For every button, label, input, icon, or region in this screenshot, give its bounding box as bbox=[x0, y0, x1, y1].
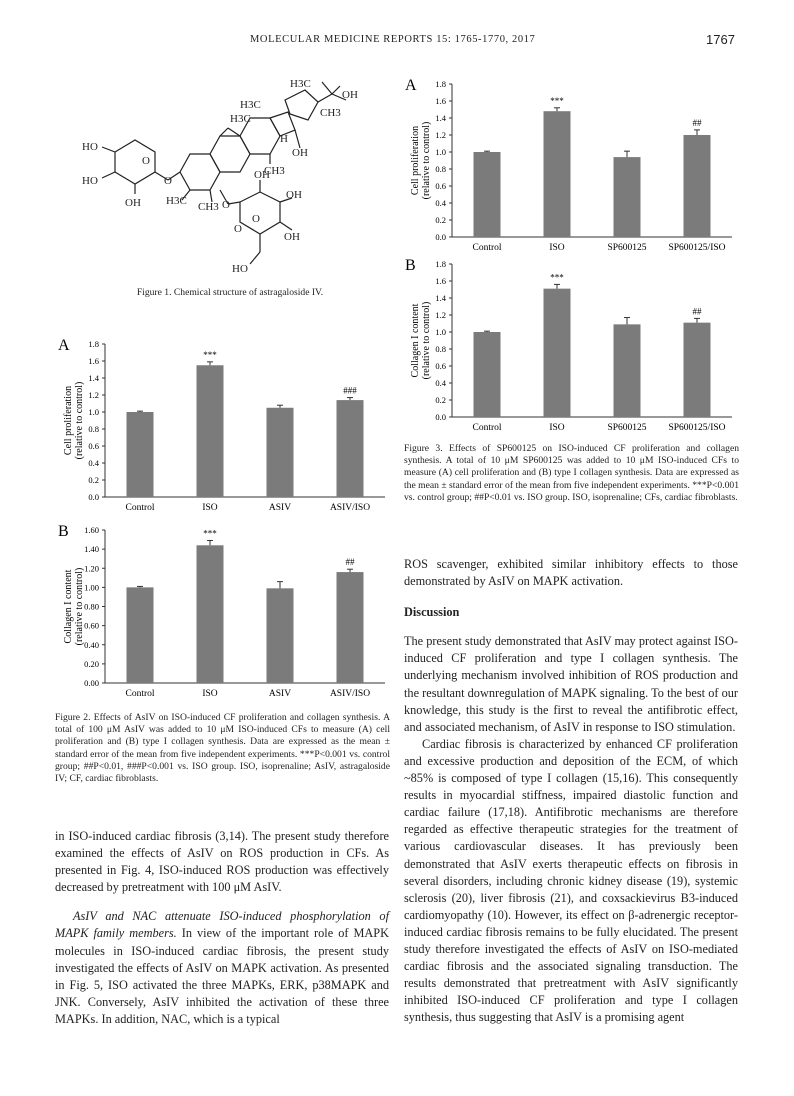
y-axis-label: Collagen I content bbox=[63, 569, 74, 644]
atom-label: H3C bbox=[166, 195, 187, 207]
bar bbox=[267, 588, 294, 683]
astragaloside-structure bbox=[80, 72, 380, 282]
atom-label: HO bbox=[82, 141, 98, 153]
y-tick-label: 0.2 bbox=[88, 475, 99, 485]
running-header: MOLECULAR MEDICINE REPORTS 15: 1765-1770, 2017 bbox=[250, 34, 536, 45]
atom-label: H bbox=[280, 133, 288, 145]
y-tick-label: 1.4 bbox=[435, 293, 446, 303]
atom-label: OH bbox=[342, 89, 358, 101]
x-tick-label: ASIV bbox=[268, 503, 292, 513]
significance-label: *** bbox=[203, 349, 217, 360]
x-tick-label: ISO bbox=[549, 423, 565, 433]
x-tick-label: ISO bbox=[202, 503, 218, 513]
figure-3-caption: Figure 3. Effects of SP600125 on ISO-induced CF proliferation and collagen synthesis. A total of 10 μM SP600125 was added to 10 μM ISO-induced CFs to measure (A) cell proliferation and (B) type I collagen synthesis. Data are expressed as the mean ± standard error of the mean from five independent experiments. ***P<0.001 vs. control group; ##P<0.01 vs. ISO group. ISO, isoprenaline; CFs, cardiac fibroblasts. bbox=[404, 443, 739, 503]
y-tick-label: 1.20 bbox=[84, 563, 99, 574]
atom-label: OH bbox=[125, 197, 141, 209]
paragraph: in ISO-induced cardiac fibrosis (3,14). The present study therefore examined the effects of AsIV on ROS production in CFs. As presented in Fig. 4, ISO-induced ROS production was effectively decreased by pretreatment with 100 μM AsIV. bbox=[55, 829, 389, 895]
y-tick-label: 0.0 bbox=[435, 232, 446, 242]
y-tick-label: 1.8 bbox=[88, 339, 99, 349]
bar bbox=[127, 587, 154, 683]
significance-label: ## bbox=[692, 306, 702, 317]
significance-label: *** bbox=[550, 95, 564, 106]
bar bbox=[197, 365, 224, 497]
right-column-text bbox=[404, 556, 738, 1026]
x-tick-label: SP600125/ISO bbox=[668, 243, 726, 253]
y-tick-label: 0.60 bbox=[84, 620, 99, 631]
y-tick-label: 0.40 bbox=[84, 639, 99, 650]
y-axis-label: (relative to control) bbox=[74, 381, 85, 460]
x-tick-label: ISO bbox=[549, 243, 565, 253]
y-axis-label: Cell proliferation bbox=[410, 125, 421, 196]
y-tick-label: 1.4 bbox=[88, 373, 99, 383]
y-tick-label: 0.0 bbox=[88, 492, 99, 502]
atom-label: OH bbox=[286, 189, 302, 201]
x-tick-label: Control bbox=[472, 243, 502, 253]
significance-label: *** bbox=[550, 272, 564, 283]
bar bbox=[474, 332, 501, 417]
atom-label: H3C bbox=[240, 99, 261, 111]
bar bbox=[337, 400, 364, 497]
figure-1-caption: Figure 1. Chemical structure of astragaloside IV. bbox=[136, 287, 324, 298]
y-tick-label: 1.2 bbox=[88, 390, 99, 400]
y-axis-label: Collagen I content bbox=[410, 303, 421, 378]
y-tick-label: 1.2 bbox=[435, 310, 446, 320]
x-tick-label: ISO bbox=[202, 689, 218, 699]
x-tick-label: Control bbox=[125, 689, 155, 699]
fig3-panel-b-chart bbox=[402, 252, 742, 437]
bar bbox=[614, 157, 641, 237]
y-tick-label: 1.6 bbox=[435, 96, 446, 106]
atom-label: OH bbox=[284, 231, 300, 243]
bar bbox=[544, 289, 571, 417]
paragraph: The present study demonstrated that AsIV may protect against ISO-induced CF proliferation and type I collagen synthesis. The underlying mechanism involved inhibition of ROS production and the resultant downregulation of MAPK signaling. To the best of our knowledge, this study is the first to reveal the antifibrotic effect, and associated mechanism, of AsIV in response to ISO stimulation. bbox=[404, 634, 738, 734]
page-number: 1767 bbox=[706, 32, 735, 47]
atom-label: O bbox=[164, 175, 172, 187]
atom-label: HO bbox=[232, 263, 248, 275]
significance-label: *** bbox=[203, 528, 217, 539]
bar bbox=[684, 323, 711, 417]
significance-label: ### bbox=[343, 385, 357, 396]
y-tick-label: 1.60 bbox=[84, 525, 99, 535]
figure-2-caption: Figure 2. Effects of AsIV on ISO-induced CF proliferation and collagen synthesis. A total of 100 μM AsIV was added to 10 μM ISO-induced CFs to measure (A) cell proliferation and (B) type I collagen synthesis. Data are expressed as the mean ± standard error of the mean from five independent experiments. ***P<0.001 vs. control group; ##P<0.01, ###P<0.001 vs. ISO group. ISO, isoprenaline; AsIV, astragaloside IV; CF, cardiac fibroblasts. bbox=[55, 712, 390, 785]
x-tick-label: ASIV/ISO bbox=[329, 503, 371, 513]
atom-label: H3C bbox=[230, 113, 251, 125]
significance-label: ## bbox=[692, 117, 702, 128]
atom-label: O bbox=[252, 213, 260, 225]
x-tick-label: Control bbox=[472, 423, 502, 433]
paragraph bbox=[55, 908, 389, 1028]
y-tick-label: 1.6 bbox=[88, 356, 99, 366]
panel-label: B bbox=[58, 523, 69, 540]
y-tick-label: 1.0 bbox=[88, 407, 99, 417]
y-tick-label: 0.6 bbox=[88, 441, 99, 451]
y-tick-label: 0.80 bbox=[84, 601, 99, 612]
y-tick-label: 0.4 bbox=[435, 378, 446, 388]
bar bbox=[614, 324, 641, 417]
left-column-text bbox=[55, 828, 389, 1028]
x-tick-label: ASIV bbox=[268, 689, 292, 699]
atom-label: CH3 bbox=[198, 201, 219, 213]
panel-label: A bbox=[58, 337, 70, 354]
bar bbox=[544, 111, 571, 237]
atom-label: O bbox=[142, 155, 150, 167]
y-tick-label: 0.6 bbox=[435, 181, 446, 191]
y-tick-label: 0.6 bbox=[435, 361, 446, 371]
y-tick-label: 0.2 bbox=[435, 215, 446, 225]
significance-label: ## bbox=[345, 557, 355, 568]
paragraph: ROS scavenger, exhibited similar inhibitory effects to those demonstrated by AsIV on MAPK activation. bbox=[404, 557, 738, 589]
bar bbox=[267, 408, 294, 497]
atom-label: OH bbox=[254, 169, 270, 181]
panel-label: B bbox=[405, 257, 416, 274]
subsection-title: AsIV and NAC attenuate ISO-induced phosphorylation of MAPK family members. bbox=[55, 909, 389, 941]
section-heading: Discussion bbox=[404, 605, 460, 620]
y-axis-label: Cell proliferation bbox=[63, 385, 74, 456]
atom-label: O bbox=[222, 199, 230, 211]
y-tick-label: 0.00 bbox=[84, 678, 99, 688]
atom-label: HO bbox=[82, 175, 98, 187]
fig2-panel-a-chart bbox=[55, 332, 395, 517]
panel-label: A bbox=[405, 77, 417, 94]
y-tick-label: 0.8 bbox=[88, 424, 99, 434]
paragraph-body: In view of the important role of MAPK molecules in ISO-induced cardiac fibrosis, the present study investigated the effects of AsIV on MAPK activation. As presented in Fig. 5, ISO activated the three MAPKs, ERK, p38MAPK and JNK. Conversely, AsIV inhibited the activation of these three MAPKs. In addition, NAC, which is a typical bbox=[55, 926, 389, 1026]
x-tick-label: SP600125 bbox=[607, 243, 647, 253]
y-tick-label: 1.00 bbox=[84, 582, 99, 593]
y-tick-label: 1.40 bbox=[84, 544, 99, 555]
y-tick-label: 0.8 bbox=[435, 344, 446, 354]
bar bbox=[684, 135, 711, 237]
y-tick-label: 1.0 bbox=[435, 147, 446, 157]
y-tick-label: 0.8 bbox=[435, 164, 446, 174]
y-tick-label: 0.20 bbox=[84, 658, 99, 669]
y-tick-label: 0.0 bbox=[435, 412, 446, 422]
fig2-panel-b-chart bbox=[55, 518, 395, 703]
atom-label: O bbox=[234, 223, 242, 235]
x-tick-label: SP600125/ISO bbox=[668, 423, 726, 433]
y-tick-label: 0.4 bbox=[435, 198, 446, 208]
y-axis-label: (relative to control) bbox=[74, 567, 85, 646]
bar bbox=[197, 545, 224, 683]
y-tick-label: 0.2 bbox=[435, 395, 446, 405]
bar bbox=[127, 412, 154, 497]
atom-label: OH bbox=[292, 147, 308, 159]
y-axis-label: (relative to control) bbox=[421, 301, 432, 380]
y-tick-label: 1.8 bbox=[435, 79, 446, 89]
x-tick-label: Control bbox=[125, 503, 155, 513]
bar bbox=[474, 152, 501, 237]
atom-label: CH3 bbox=[320, 107, 341, 119]
y-tick-label: 1.6 bbox=[435, 276, 446, 286]
x-tick-label: SP600125 bbox=[607, 423, 647, 433]
y-tick-label: 1.8 bbox=[435, 259, 446, 269]
atom-label: CH3 bbox=[264, 165, 285, 177]
y-axis-label: (relative to control) bbox=[421, 121, 432, 200]
y-tick-label: 1.0 bbox=[435, 327, 446, 337]
y-tick-label: 0.4 bbox=[88, 458, 99, 468]
bar bbox=[337, 572, 364, 683]
fig3-panel-a-chart bbox=[402, 72, 742, 257]
y-tick-label: 1.2 bbox=[435, 130, 446, 140]
paragraph: Cardiac fibrosis is characterized by enhanced CF proliferation and excessive production and deposition of the ECM, of which ~85% is composed of type I collagen (15,16). This consequently results in myocardial stiffness, impaired diastolic function and cardiac failure (17,18). Antifibrotic mechanisms are therefore regarded as effective therapeutic strategies for the treatment of various cardiovascular diseases. It has previously been demonstrated that AsIV exerts therapeutic effects on fibrosis in several disorders, including chronic kidney disease (19), systemic sclerosis (20), liver fibrosis (21), and coxsackievirus B3-induced cardiomyopathy (10). However, its effect on β-adrenergic receptor-induced cardiac fibrosis remains to be fully elucidated. The present study therefore investigated the effects of AsIV on ISO-mediated cardiac fibrosis and the associated signaling transduction. The results demonstrated that pretreatment with AsIV significantly inhibited ISO-induced CF proliferation and type I collagen synthesis, thus suggesting that AsIV is a promising agent bbox=[404, 736, 738, 1025]
y-tick-label: 1.4 bbox=[435, 113, 446, 123]
x-tick-label: ASIV/ISO bbox=[329, 689, 371, 699]
atom-label: H3C bbox=[290, 78, 311, 90]
